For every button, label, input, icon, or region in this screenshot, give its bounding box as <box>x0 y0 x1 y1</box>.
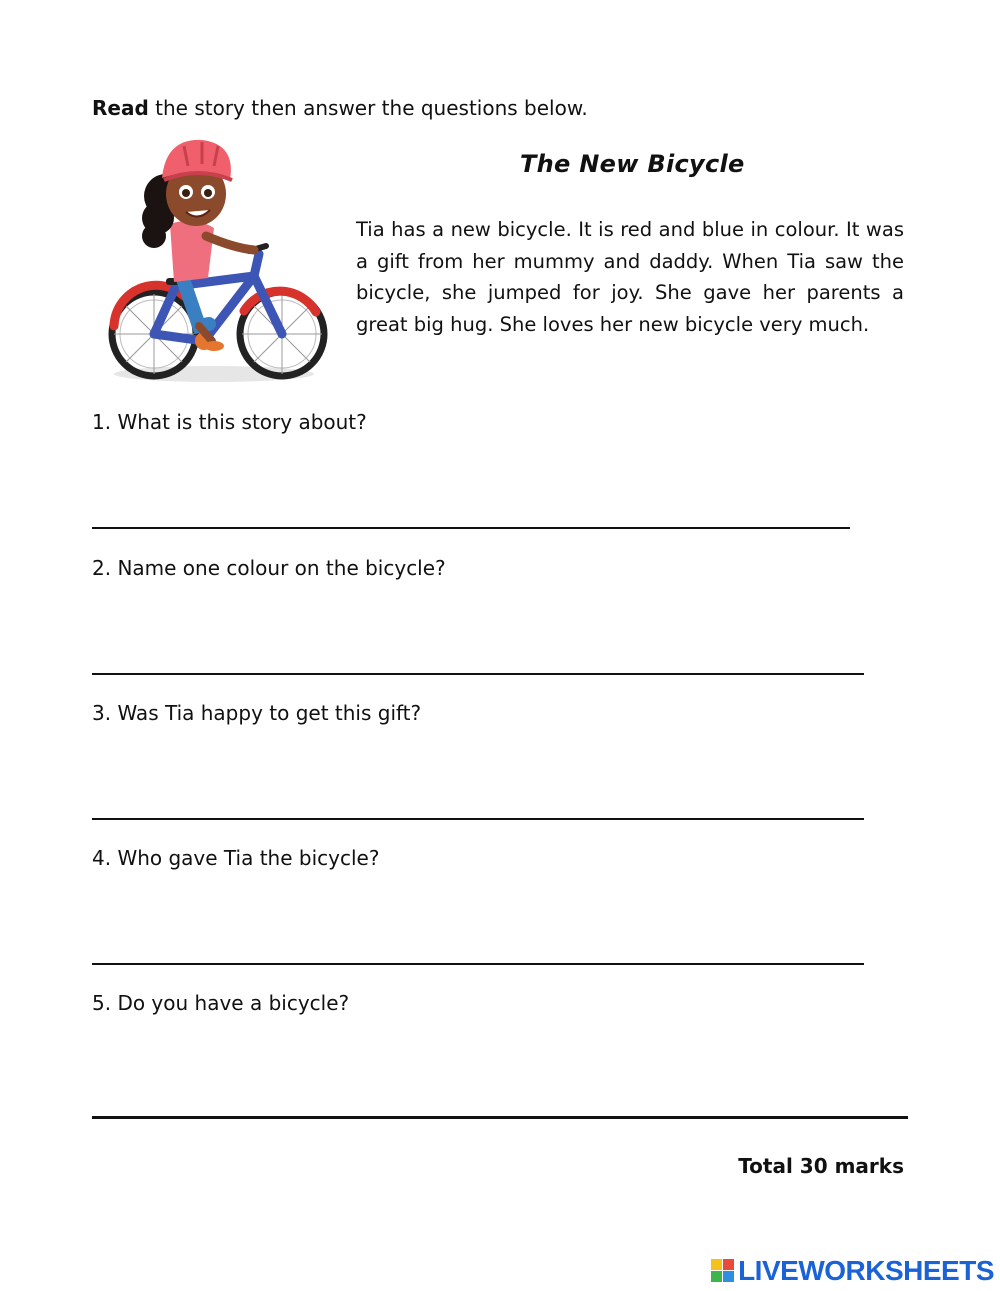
answer-line-5[interactable] <box>92 1116 908 1119</box>
story-title: The New Bicycle <box>520 150 745 178</box>
question-5: 5. Do you have a bicycle? <box>92 991 350 1015</box>
instruction-bold: Read <box>92 96 149 120</box>
question-2: 2. Name one colour on the bicycle? <box>92 556 446 580</box>
total-marks: Total 30 marks <box>738 1154 904 1178</box>
instruction-rest: the story then answer the questions below. <box>148 96 588 120</box>
question-4: 4. Who gave Tia the bicycle? <box>92 846 380 870</box>
answer-line-1[interactable] <box>92 527 850 529</box>
answer-line-2[interactable] <box>92 673 864 675</box>
girl-on-bicycle-icon <box>104 136 330 386</box>
answer-line-4[interactable] <box>92 963 864 965</box>
question-3: 3. Was Tia happy to get this gift? <box>92 701 422 725</box>
story-text: Tia has a new bicycle. It is red and blue in colour. It was a gift from her mummy and daddy. When Tia saw the bicycle, she jumped for joy. She gave her parents a great big hug. She loves her new bicycle very much. <box>356 218 904 336</box>
question-1: 1. What is this story about? <box>92 410 367 434</box>
answer-line-3[interactable] <box>92 818 864 820</box>
liveworksheets-logo[interactable] <box>711 1256 994 1286</box>
liveworksheets-logo-text: LIVEWORKSHEETS <box>738 1255 994 1286</box>
liveworksheets-logo-icon <box>711 1259 735 1283</box>
instruction-text <box>92 96 588 120</box>
